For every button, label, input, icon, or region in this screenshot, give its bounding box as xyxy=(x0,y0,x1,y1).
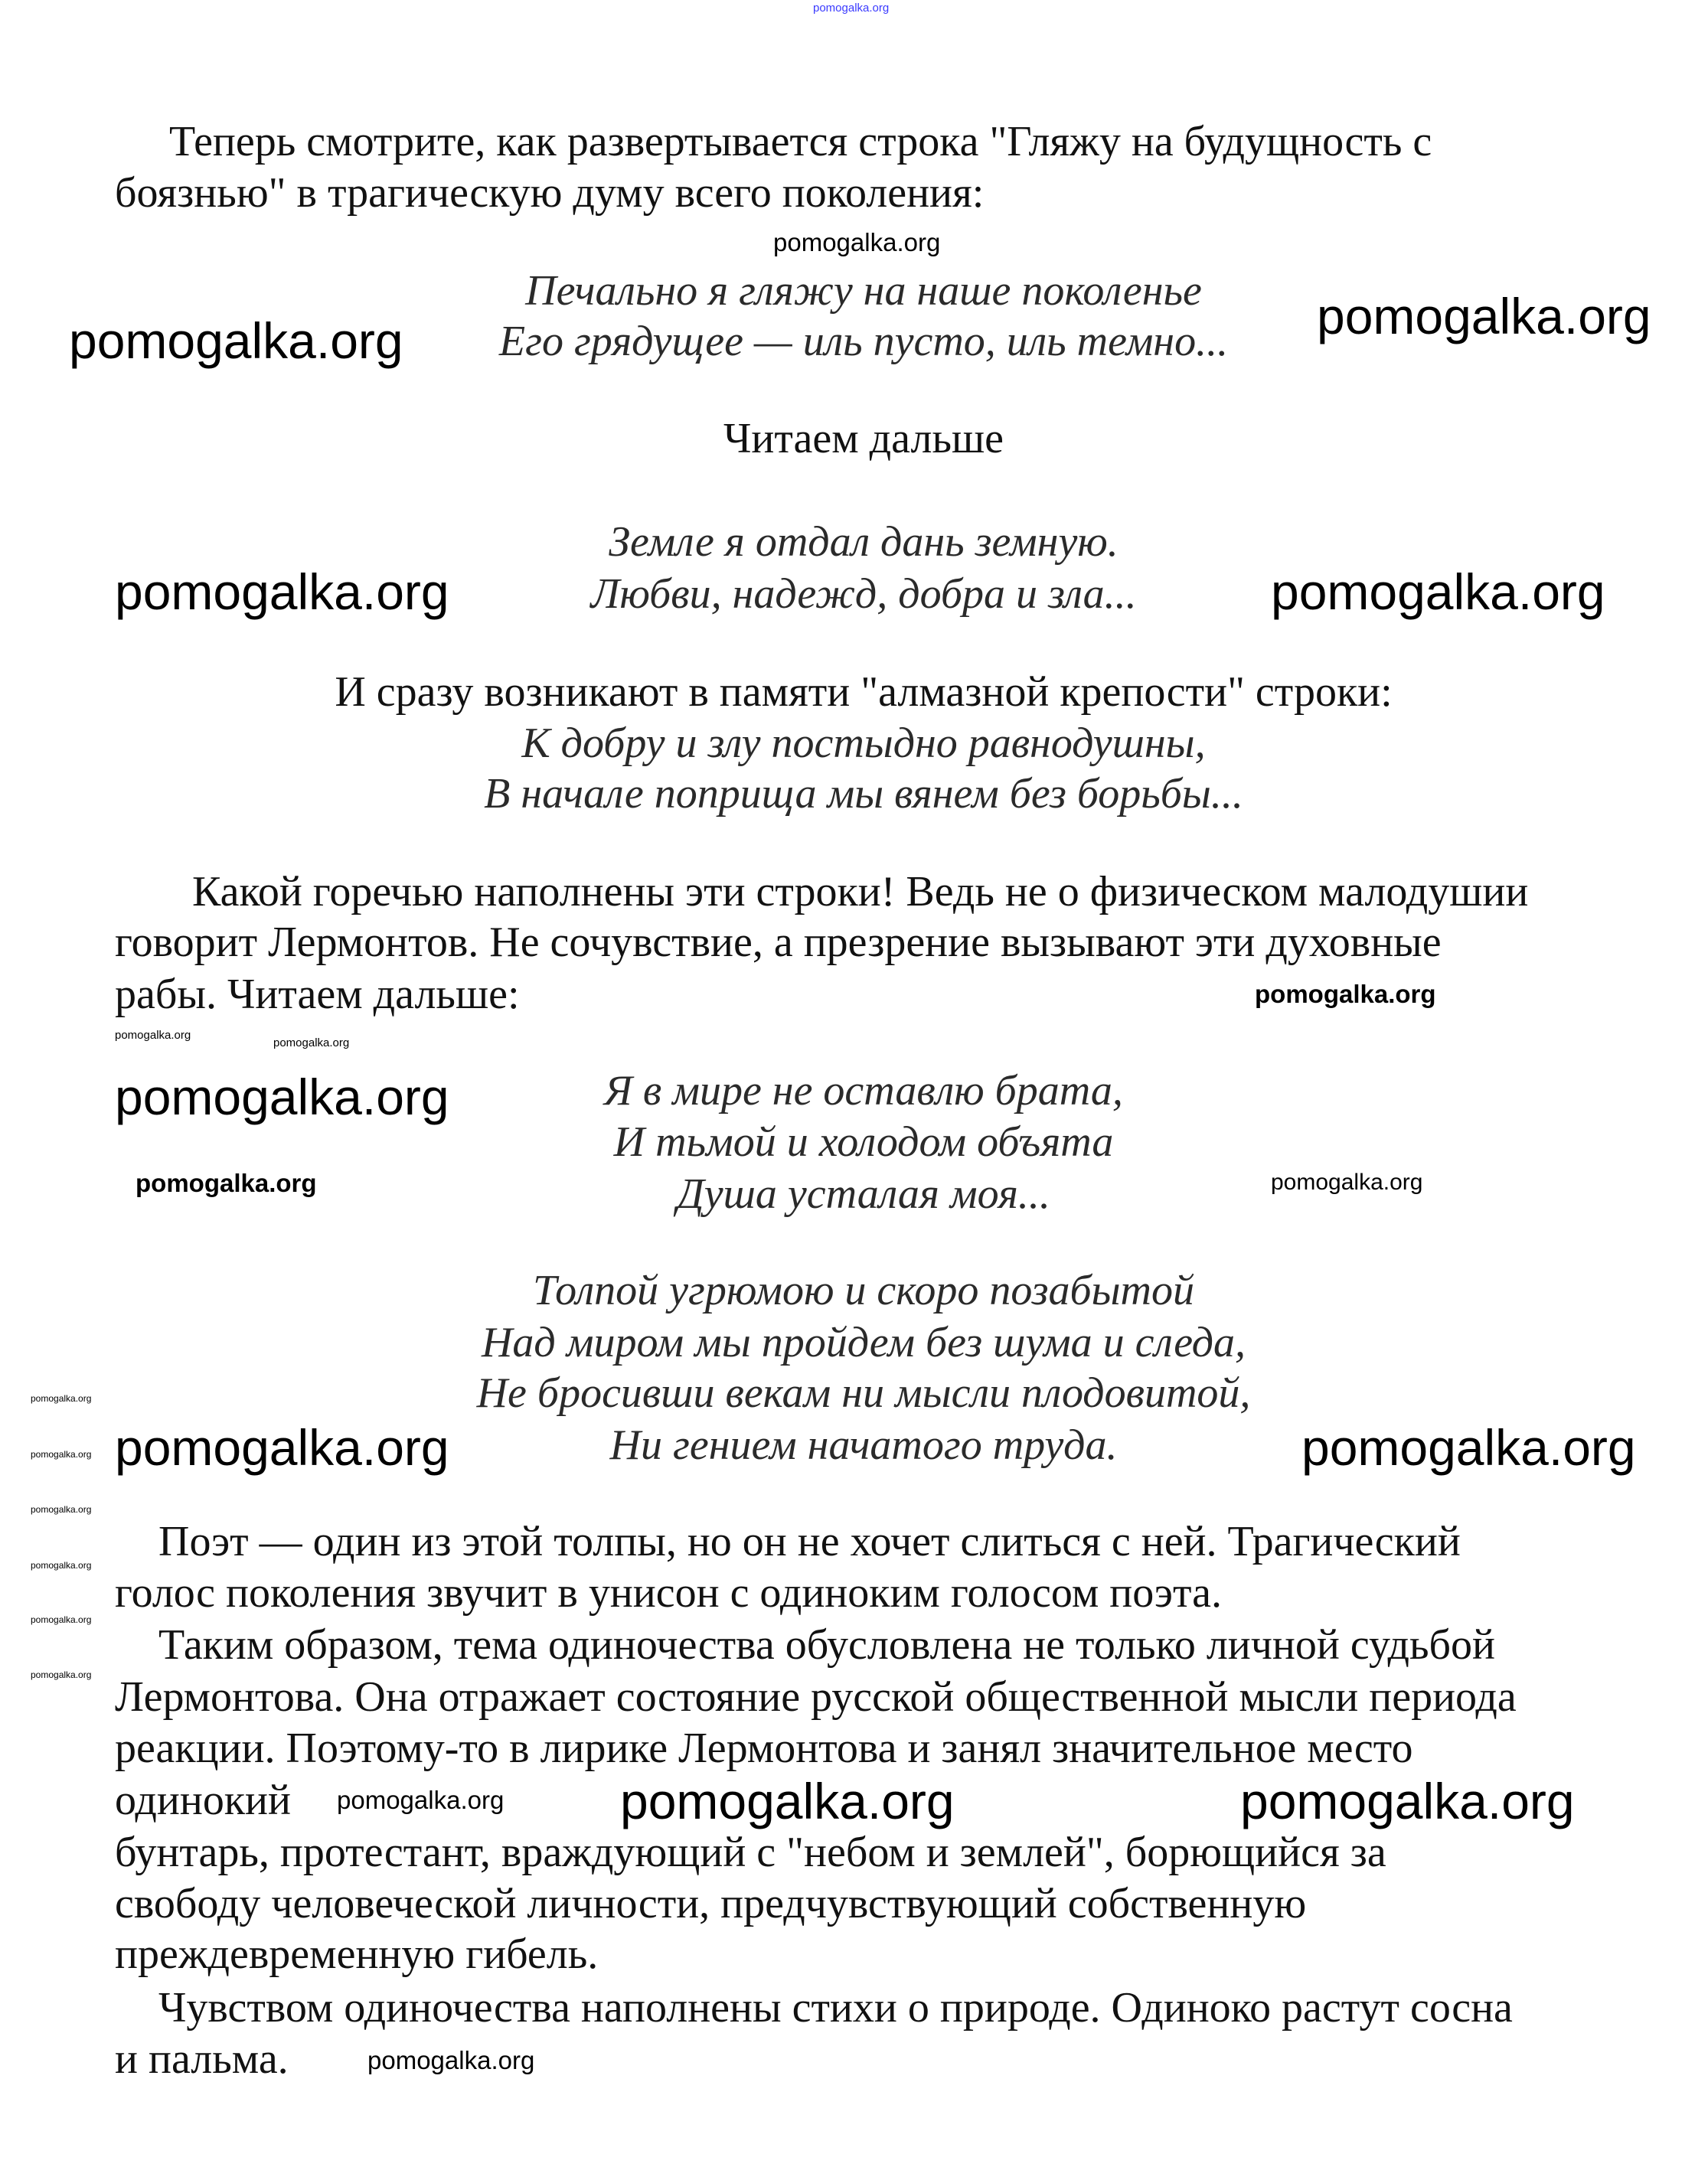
watermark: pomogalka.org xyxy=(115,1029,191,1042)
poem-line: В начале поприща мы вянем без борьбы... xyxy=(484,770,1243,818)
paragraph-line: свободу человеческой личности, предчувствующий собственную xyxy=(115,1880,1307,1927)
watermark: pomogalka.org xyxy=(620,1773,955,1829)
watermark: pomogalka.org xyxy=(273,1036,350,1049)
paragraph-line: рабы. Читаем дальше: xyxy=(115,971,520,1018)
paragraph-line: Какой горечью наполнены эти строки! Ведь не о физическом малодушии xyxy=(192,868,1529,915)
poem-line: Над миром мы пройдем без шума и следа, xyxy=(481,1319,1246,1366)
watermark: pomogalka.org xyxy=(773,228,941,256)
poem-line: Не бросивши векам ни мысли плодовитой, xyxy=(476,1369,1251,1417)
watermark: pomogalka.org xyxy=(1240,1773,1575,1829)
poem-line: К добру и злу постыдно равнодушны, xyxy=(521,720,1206,767)
paragraph-line: голос поколения звучит в унисон с одиноким голосом поэта. xyxy=(115,1569,1222,1617)
intro-line: И сразу возникают в памяти "алмазной крепости" строки: xyxy=(335,668,1393,716)
watermark: pomogalka.org xyxy=(337,1786,505,1814)
watermark: pomogalka.org xyxy=(1271,563,1605,620)
watermark: pomogalka.org xyxy=(1317,288,1651,344)
poem-line: Толпой угрюмою и скоро позабытой xyxy=(533,1267,1194,1314)
poem-line: Ни гением начатого труда. xyxy=(609,1421,1118,1469)
poem-line: Душа усталая моя... xyxy=(677,1170,1050,1218)
watermark: pomogalka.org xyxy=(115,1069,449,1125)
poem-line: И тьмой и холодом объята xyxy=(613,1118,1114,1166)
watermark: pomogalka.org xyxy=(1255,980,1436,1008)
paragraph-line: говорит Лермонтов. Не сочувствие, а презрение вызывают эти духовные xyxy=(115,919,1442,966)
paragraph-line: и пальма. xyxy=(115,2035,289,2083)
watermark: pomogalka.org xyxy=(1301,1419,1636,1476)
watermark: pomogalka.org xyxy=(31,1449,92,1460)
paragraph-line: бунтарь, протестант, враждующий с "небом и землей", борющийся за xyxy=(115,1829,1386,1876)
watermark: pomogalka.org xyxy=(115,563,449,620)
watermark: pomogalka.org xyxy=(69,312,403,369)
paragraph-line: Таким образом, тема одиночества обусловлена не только личной судьбой xyxy=(158,1621,1495,1669)
section-heading: Читаем дальше xyxy=(723,415,1004,462)
poem-line: Я в мире не оставлю брата, xyxy=(604,1067,1123,1114)
watermark: pomogalka.org xyxy=(136,1169,317,1197)
watermark: pomogalka.org xyxy=(31,1669,92,1680)
watermark: pomogalka.org xyxy=(31,1393,92,1404)
poem-line: Любви, надежд, добра и зла... xyxy=(590,570,1137,618)
paragraph-line: преждевременную гибель. xyxy=(115,1930,599,1978)
watermark: pomogalka.org xyxy=(31,1560,92,1571)
paragraph-line: реакции. Поэтому-то в лирике Лермонтова и занял значительное место xyxy=(115,1725,1413,1772)
paragraph-line: Поэт — один из этой толпы, но он не хочет слиться с ней. Трагический xyxy=(158,1518,1461,1565)
poem-line: Земле я отдал дань земную. xyxy=(609,518,1119,566)
watermark: pomogalka.org xyxy=(31,1504,92,1515)
watermark: pomogalka.org xyxy=(367,2046,535,2074)
watermark: pomogalka.org xyxy=(1271,1170,1423,1195)
poem-line: Печально я гляжу на наше поколенье xyxy=(525,267,1202,315)
watermark-top[interactable]: pomogalka.org xyxy=(813,2,890,15)
paragraph-line: боязнью" в трагическую думу всего поколения: xyxy=(115,169,985,217)
watermark: pomogalka.org xyxy=(115,1419,449,1476)
paragraph-line: Теперь смотрите, как развертывается строка "Гляжу на будущность с xyxy=(169,118,1432,165)
watermark: pomogalka.org xyxy=(31,1614,92,1625)
paragraph-line: Чувством одиночества наполнены стихи о природе. Одиноко растут сосна xyxy=(158,1984,1513,2032)
poem-line: Его грядущее — иль пусто, иль темно... xyxy=(498,318,1229,365)
paragraph-line: одинокий xyxy=(115,1777,291,1824)
paragraph-line: Лермонтова. Она отражает состояние русской общественной мысли периода xyxy=(115,1673,1517,1721)
